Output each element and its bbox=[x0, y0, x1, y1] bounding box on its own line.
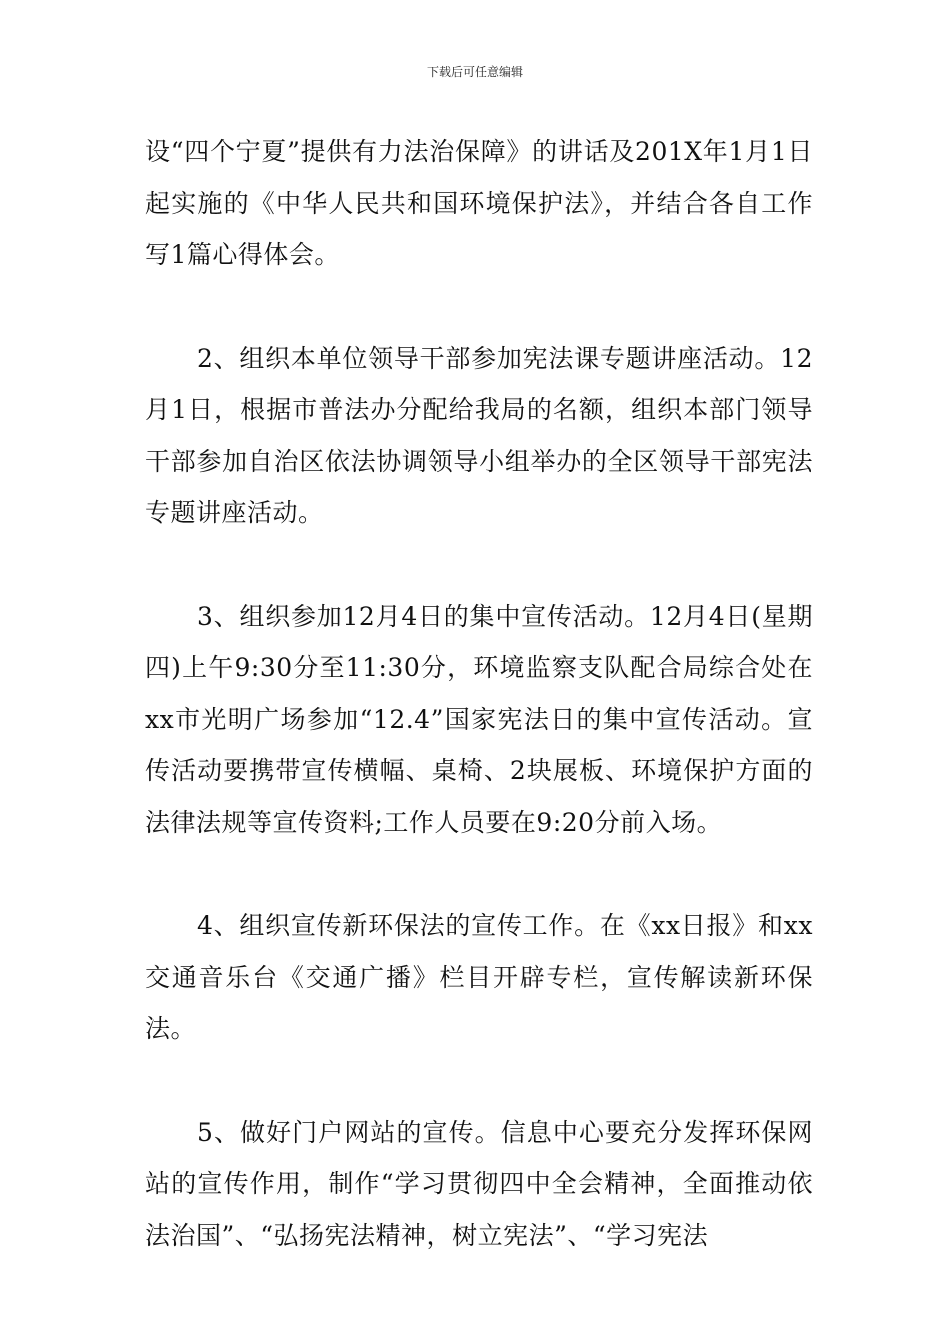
paragraph-item-4: 4、组织宣传新环保法的宣传工作。在《xx日报》和xx交通音乐台《交通广播》栏目开辟专栏，宣传解读新环保法。 bbox=[145, 911, 813, 1043]
paragraph-item-5: 5、做好门户网站的宣传。信息中心要充分发挥环保网站的宣传作用，制作“学习贯彻四中全会精神，全面推动依法治国”、“弘扬宪法精神，树立宪法”、“学习宪法 bbox=[145, 1117, 813, 1250]
paragraph-item-2: 2、组织本单位领导干部参加宪法课专题讲座活动。12月1日，根据市普法办分配给我局的名额，组织本部门领导干部参加自治区依法协调领导小组举办的全区领导干部宪法专题讲座活动。 bbox=[145, 343, 813, 527]
document-body bbox=[145, 126, 813, 1313]
paragraph-item-3: 3、组织参加12月4日的集中宣传活动。12月4日(星期四)上午9:30分至11:30分，环境监察支队配合局综合处在xx市光明广场参加“12.4”国家宪法日的集中宣传活动。宣传活动要携带宣传横幅、桌椅、2块展板、环境保护方面的法律法规等宣传资料;工作人员要在9:20分前入场。 bbox=[145, 601, 813, 837]
page-header: 下载后可任意编辑 bbox=[426, 65, 523, 79]
paragraph-continued: 设“四个宁夏”提供有力法治保障》的讲话及201X年1月1日起实施的《中华人民共和国环境保护法》，并结合各自工作写1篇心得体会。 bbox=[145, 137, 813, 269]
